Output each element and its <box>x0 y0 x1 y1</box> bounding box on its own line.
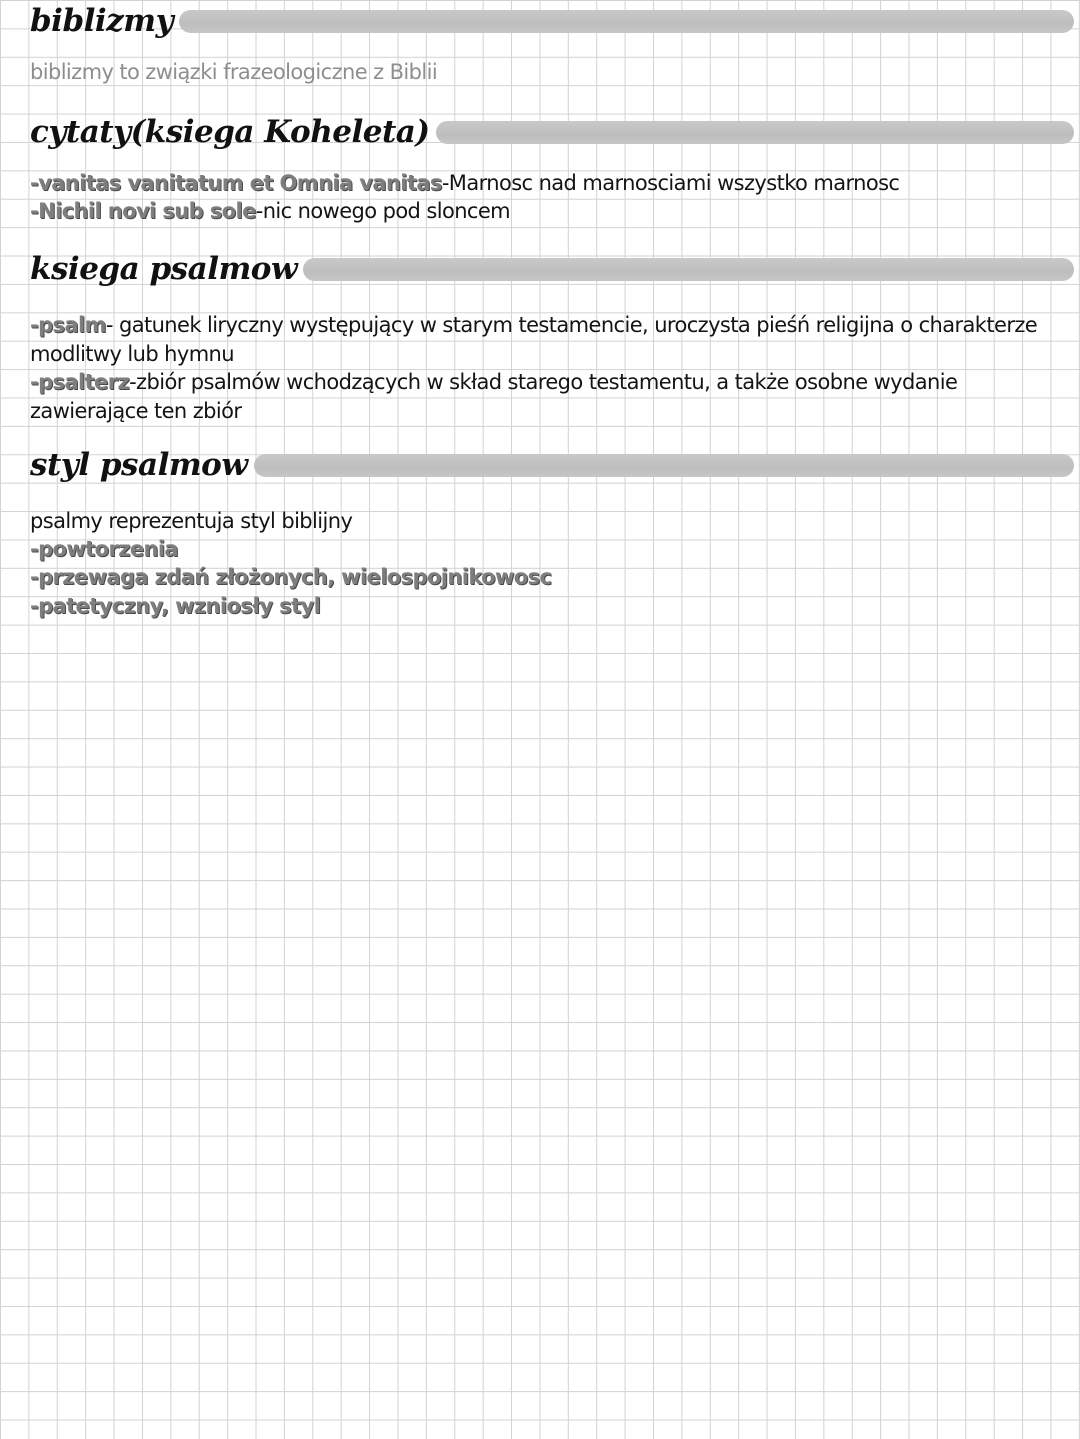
heading-cytaty <box>30 114 1074 150</box>
heading-styl-psalmow-text: styl psalmow <box>30 447 248 483</box>
heading-ksiega-psalmow <box>30 251 1074 287</box>
heading-styl-psalmow <box>30 447 1074 483</box>
style-feature: -powtorzenia <box>30 537 178 561</box>
quote-item <box>30 169 899 198</box>
quote-definition: -Marnosc nad marnosciami wszystko marnosc <box>441 171 900 195</box>
psalm-definition <box>30 311 1070 368</box>
heading-cytaty-text: cytaty(ksiega Koheleta) <box>30 114 430 150</box>
heading-biblizmy <box>30 3 1074 39</box>
psalterz-definition <box>30 368 1070 425</box>
style-feature: -przewaga zdań złożonych, wielospojnikowosc <box>30 565 552 589</box>
style-intro: psalmy reprezentuja styl biblijny <box>30 509 353 533</box>
heading-styl-psalmow-bar <box>254 454 1074 477</box>
quote-term: -vanitas vanitatum et Omnia vanitas <box>30 171 442 195</box>
heading-cytaty-bar <box>436 121 1074 144</box>
psalm-definition-text: - gatunek liryczny występujący w starym testamencie, uroczysta pieśń religijna o charakterze modlitwy lub hymnu <box>30 313 1038 366</box>
biblizmy-definition: biblizmy to związki frazeologiczne z Biblii <box>30 60 438 84</box>
style-feature: -patetyczny, wzniosły styl <box>30 594 321 618</box>
psalterz-definition-text: -zbiór psalmów wchodzących w skład starego testamentu, a także osobne wydanie zawierające ten zbiór <box>30 370 958 423</box>
heading-biblizmy-text: biblizmy <box>30 3 174 39</box>
heading-biblizmy-bar <box>179 10 1074 33</box>
heading-ksiega-psalmow-text: ksiega psalmow <box>30 251 298 287</box>
psalterz-term: -psalterz <box>30 370 130 394</box>
quote-definition: -nic nowego pod sloncem <box>255 199 511 223</box>
psalm-term: -psalm <box>30 313 106 337</box>
quote-item <box>30 197 510 226</box>
heading-ksiega-psalmow-bar <box>303 258 1074 281</box>
quote-term: -Nichil novi sub sole <box>30 199 256 223</box>
